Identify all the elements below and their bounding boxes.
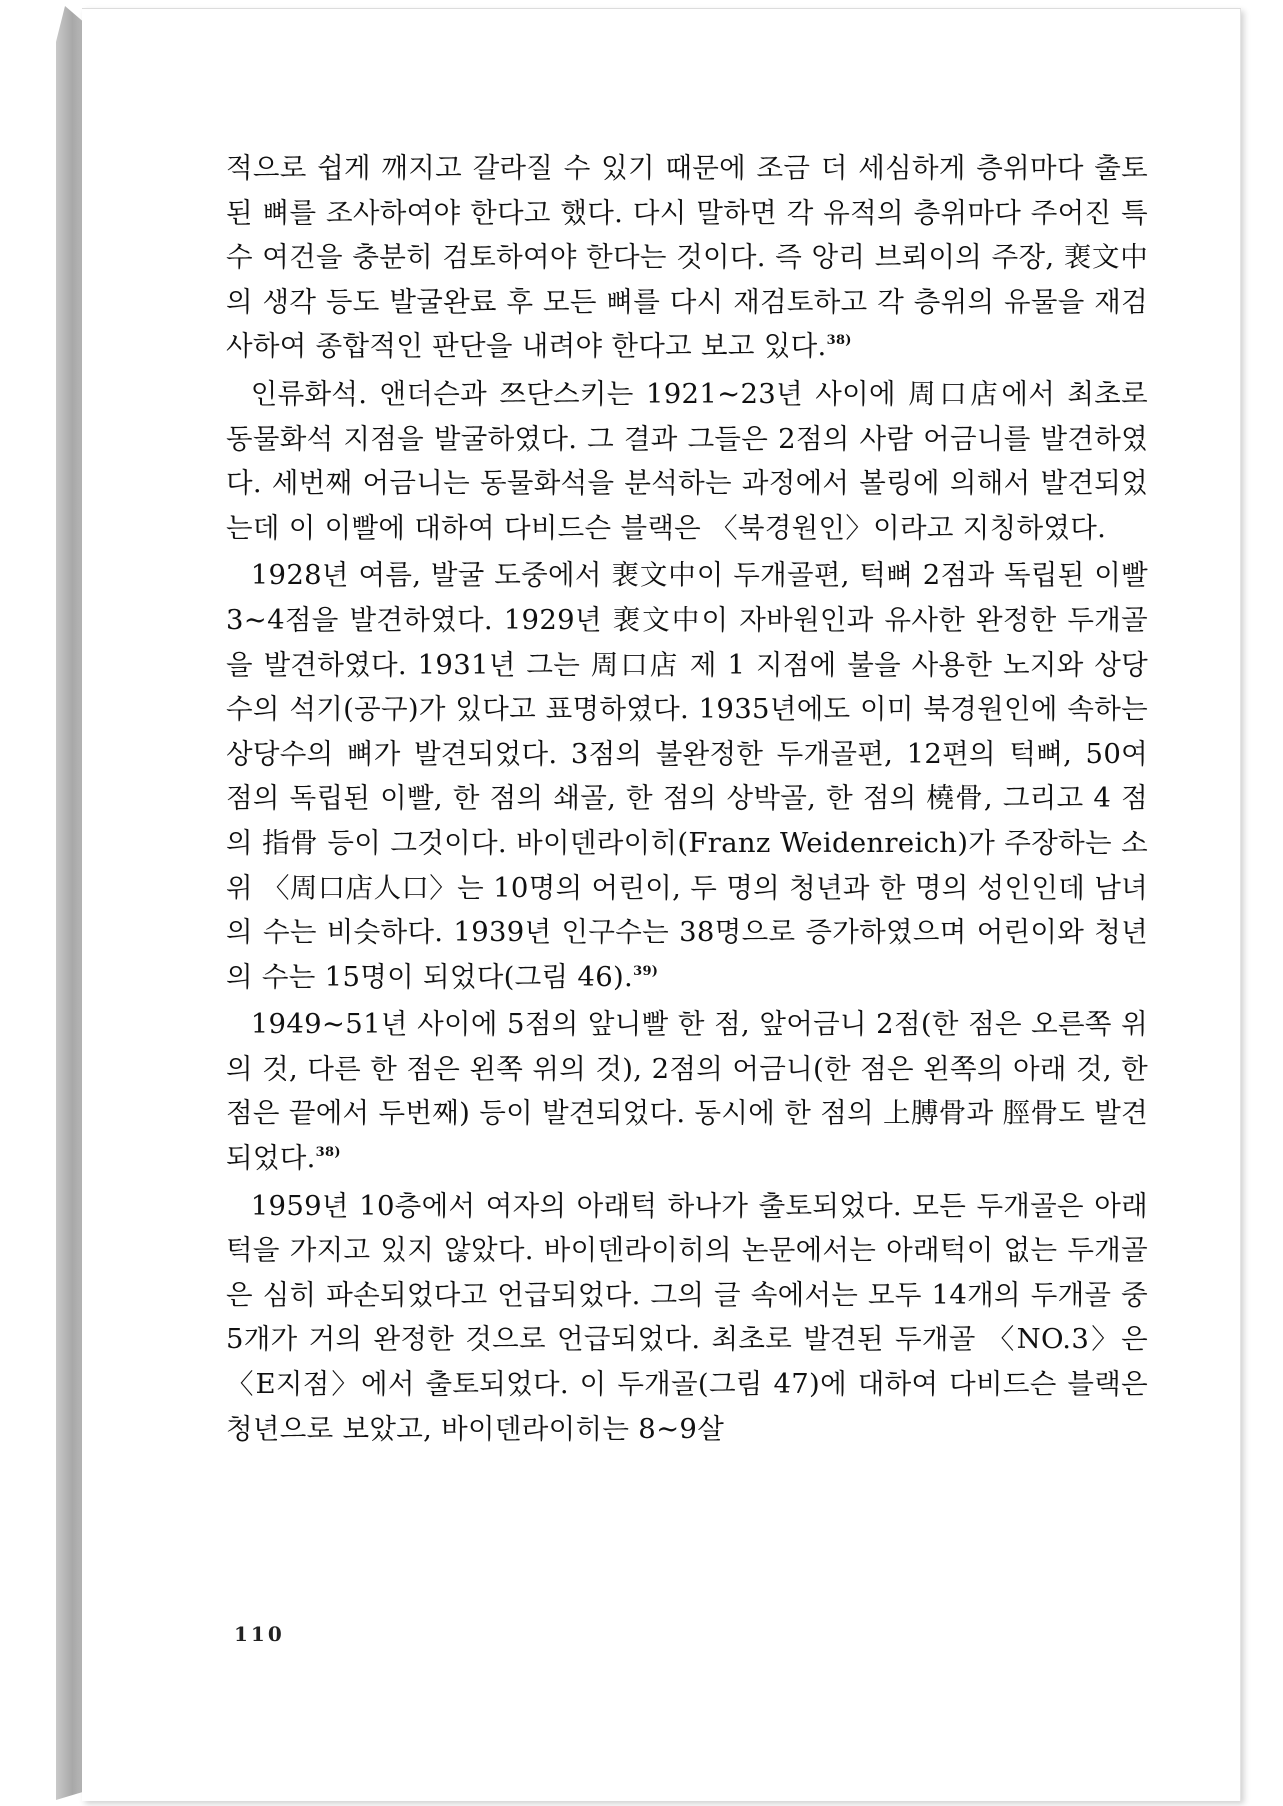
body-text <box>226 146 1148 1451</box>
paragraph-2-text: 인류화석. 앤더슨과 쯔단스키는 1921∼23년 사이에 周口店에서 최초로 동물화석 지점을 발굴하였다. 그 결과 그들은 2점의 사람 어금니를 발견하였다. 세번째 어금니는 동물화석을 분석하는 과정에서 볼링에 의해서 발견되었는데 이 이빨에 대하여 다비드슨 블랙은 〈북경원인〉이라고 지칭하였다. <box>226 377 1148 544</box>
paragraph-5-text: 1959년 10층에서 여자의 아래턱 하나가 출토되었다. 모든 두개골은 아래턱을 가지고 있지 않았다. 바이덴라이히의 논문에서는 아래턱이 없는 두개골은 심히 파손되었다고 언급되었다. 그의 글 속에서는 모두 14개의 두개골 중 5개가 거의 완정한 것으로 언급되었다. 최초로 발견된 두개골 〈NO.3〉은 〈E지점〉에서 출토되었다. 이 두개골(그림 47)에 대하여 다비드슨 블랙은 청년으로 보았고, 바이덴라이히는 8∼9살 <box>226 1189 1148 1445</box>
footnote-ref: 38) <box>315 1145 341 1161</box>
paragraph-3 <box>226 553 1148 999</box>
paragraph-1 <box>226 146 1148 369</box>
paragraph-1-text: 적으로 쉽게 깨지고 갈라질 수 있기 때문에 조금 더 세심하게 층위마다 출토된 뼈를 조사하여야 한다고 했다. 다시 말하면 각 유적의 층위마다 주어진 특수 여건을 충분히 검토하여야 한다는 것이다. 즉 앙리 브뢰이의 주장, 裵文中의 생각 등도 발굴완료 후 모든 뼈를 다시 재검토하고 각 층위의 유물을 재검사하여 종합적인 판단을 내려야 한다고 보고 있다. <box>226 152 1148 363</box>
paragraph-3-text: 1928년 여름, 발굴 도중에서 裵文中이 두개골편, 턱뼈 2점과 독립된 이빨 3∼4점을 발견하였다. 1929년 裵文中이 자바원인과 유사한 완정한 두개골을 발견하였다. 1931년 그는 周口店 제 1 지점에 불을 사용한 노지와 상당수의 석기(공구)가 있다고 표명하였다. 1935년에도 이미 북경원인에 속하는 상당수의 뼈가 발견되었다. 3점의 불완정한 두개골편, 12편의 턱뼈, 50여 점의 독립된 이빨, 한 점의 쇄골, 한 점의 상박골, 한 점의 橈骨, 그리고 4 점의 指骨 등이 그것이다. 바이덴라이히(Franz Weidenreich)가 주장하는 소위 〈周口店人口〉는 10명의 어린이, 두 명의 청년과 한 명의 성인인데 남녀의 수는 비슷하다. 1939년 인구수는 38명으로 증가하였으며 어린이와 청년의 수는 15명이 되었다(그림 46). <box>226 559 1148 993</box>
footnote-ref: 38) <box>826 333 852 349</box>
paragraph-4-text: 1949∼51년 사이에 5점의 앞니빨 한 점, 앞어금니 2점(한 점은 오른쪽 위의 것, 다른 한 점은 왼쪽 위의 것), 2점의 어금니(한 점은 왼쪽의 아래 것, 한 점은 끝에서 두번째) 등이 발견되었다. 동시에 한 점의 上膊骨과 脛骨도 발견되었다. <box>226 1008 1148 1175</box>
paragraph-5 <box>226 1184 1148 1452</box>
paragraph-2 <box>226 372 1148 550</box>
paragraph-4 <box>226 1002 1148 1180</box>
page-number: 110 <box>234 1622 285 1646</box>
footnote-ref: 39) <box>633 963 659 979</box>
